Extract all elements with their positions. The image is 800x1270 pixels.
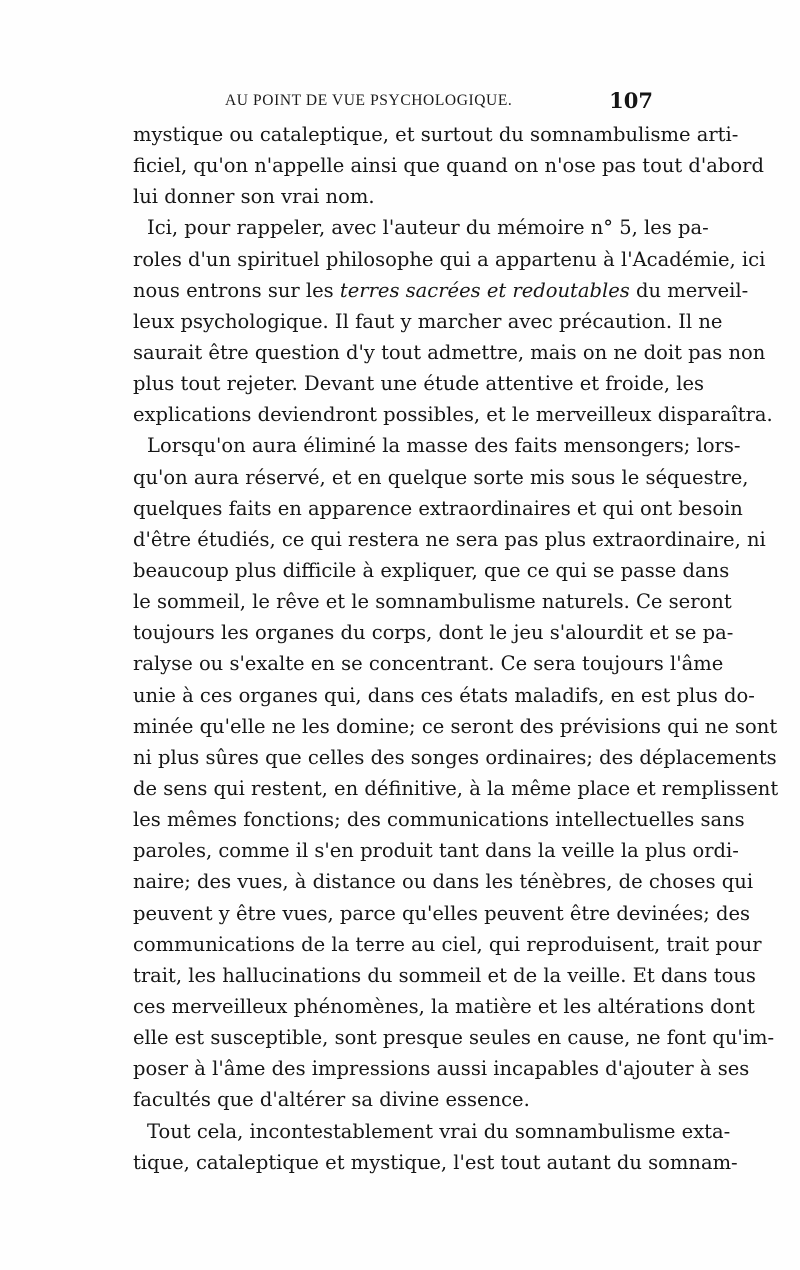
text-segment: du merveil- <box>635 278 749 302</box>
paragraph-start-line: Ici, pour rappeler, avec l'auteur du mémoire n° 5, les pa- <box>147 216 709 240</box>
text-line: lui donner son vrai nom. <box>133 185 375 209</box>
text-body <box>133 119 779 1178</box>
text-line: unie à ces organes qui, dans ces états maladifs, en est plus do- <box>133 683 755 707</box>
text-line: ces merveilleux phénomènes, la matière et les altérations dont <box>133 994 755 1018</box>
text-line: le sommeil, le rêve et le somnambulisme naturels. Ce seront <box>133 590 732 614</box>
text-line: ralyse ou s'exalte en se concentrant. Ce sera toujours l'âme <box>133 652 724 676</box>
text-line: mystique ou cataleptique, et surtout du somnambulisme arti- <box>133 123 739 146</box>
page-number: 107 <box>609 88 653 113</box>
text-line: ficiel, qu'on n'appelle ainsi que quand on n'ose pas tout d'abord <box>133 154 764 178</box>
text-line: explications deviendront possibles, et le merveilleux disparaîtra. <box>133 403 773 427</box>
text-line: paroles, comme il s'en produit tant dans la veille la plus ordi- <box>133 839 739 863</box>
text-line: peuvent y être vues, parce qu'elles peuvent être devinées; des <box>133 901 751 925</box>
text-line-with-italic <box>133 275 749 306</box>
text-line: naire; des vues, à distance ou dans les ténèbres, de choses qui <box>133 870 754 894</box>
text-segment: nous entrons sur les <box>133 278 334 302</box>
text-line: toujours les organes du corps, dont le jeu s'alourdit et se pa- <box>133 621 734 645</box>
text-line: trait, les hallucinations du sommeil et de la veille. Et dans tous <box>133 963 756 987</box>
text-line: de sens qui restent, en définitive, à la même place et remplissent <box>133 776 779 800</box>
text-line: les mêmes fonctions; des communications intellectuelles sans <box>133 808 745 832</box>
text-line: qu'on aura réservé, et en quelque sorte mis sous le séquestre, <box>133 465 749 489</box>
text-line: plus tout rejeter. Devant une étude attentive et froide, les <box>133 372 704 396</box>
text-line: facultés que d'altérer sa divine essence. <box>133 1088 530 1112</box>
text-line: quelques faits en apparence extraordinaires et qui ont besoin <box>133 496 743 520</box>
italic-phrase: terres sacrées et redoutables <box>339 278 630 302</box>
running-title: AU POINT DE VUE PSYCHOLOGIQUE. <box>225 92 513 109</box>
paragraph-start-line: Tout cela, incontestablement vrai du somnambulisme exta- <box>147 1119 731 1143</box>
running-head <box>133 88 655 116</box>
text-line: beaucoup plus difficile à expliquer, que ce qui se passe dans <box>133 558 730 582</box>
text-line: communications de la terre au ciel, qui reproduisent, trait pour <box>133 932 762 956</box>
text-line: poser à l'âme des impressions aussi incapables d'ajouter à ses <box>133 1057 750 1081</box>
text-line: minée qu'elle ne les domine; ce seront des prévisions qui ne sont <box>133 714 778 738</box>
text-line: tique, cataleptique et mystique, l'est tout autant du somnam- <box>133 1150 738 1174</box>
text-line: leux psychologique. Il faut y marcher avec précaution. Il ne <box>133 309 723 333</box>
text-line: d'être étudiés, ce qui restera ne sera pas plus extraordinaire, ni <box>133 527 766 551</box>
paragraph-start-line: Lorsqu'on aura éliminé la masse des faits mensongers; lors- <box>147 434 741 458</box>
text-line: saurait être question d'y tout admettre, mais on ne doit pas non <box>133 340 766 364</box>
text-line: ni plus sûres que celles des songes ordinaires; des déplacements <box>133 745 777 769</box>
text-line: elle est susceptible, sont presque seules en cause, ne font qu'im- <box>133 1026 775 1050</box>
text-line: roles d'un spirituel philosophe qui a appartenu à l'Académie, ici <box>133 247 766 271</box>
